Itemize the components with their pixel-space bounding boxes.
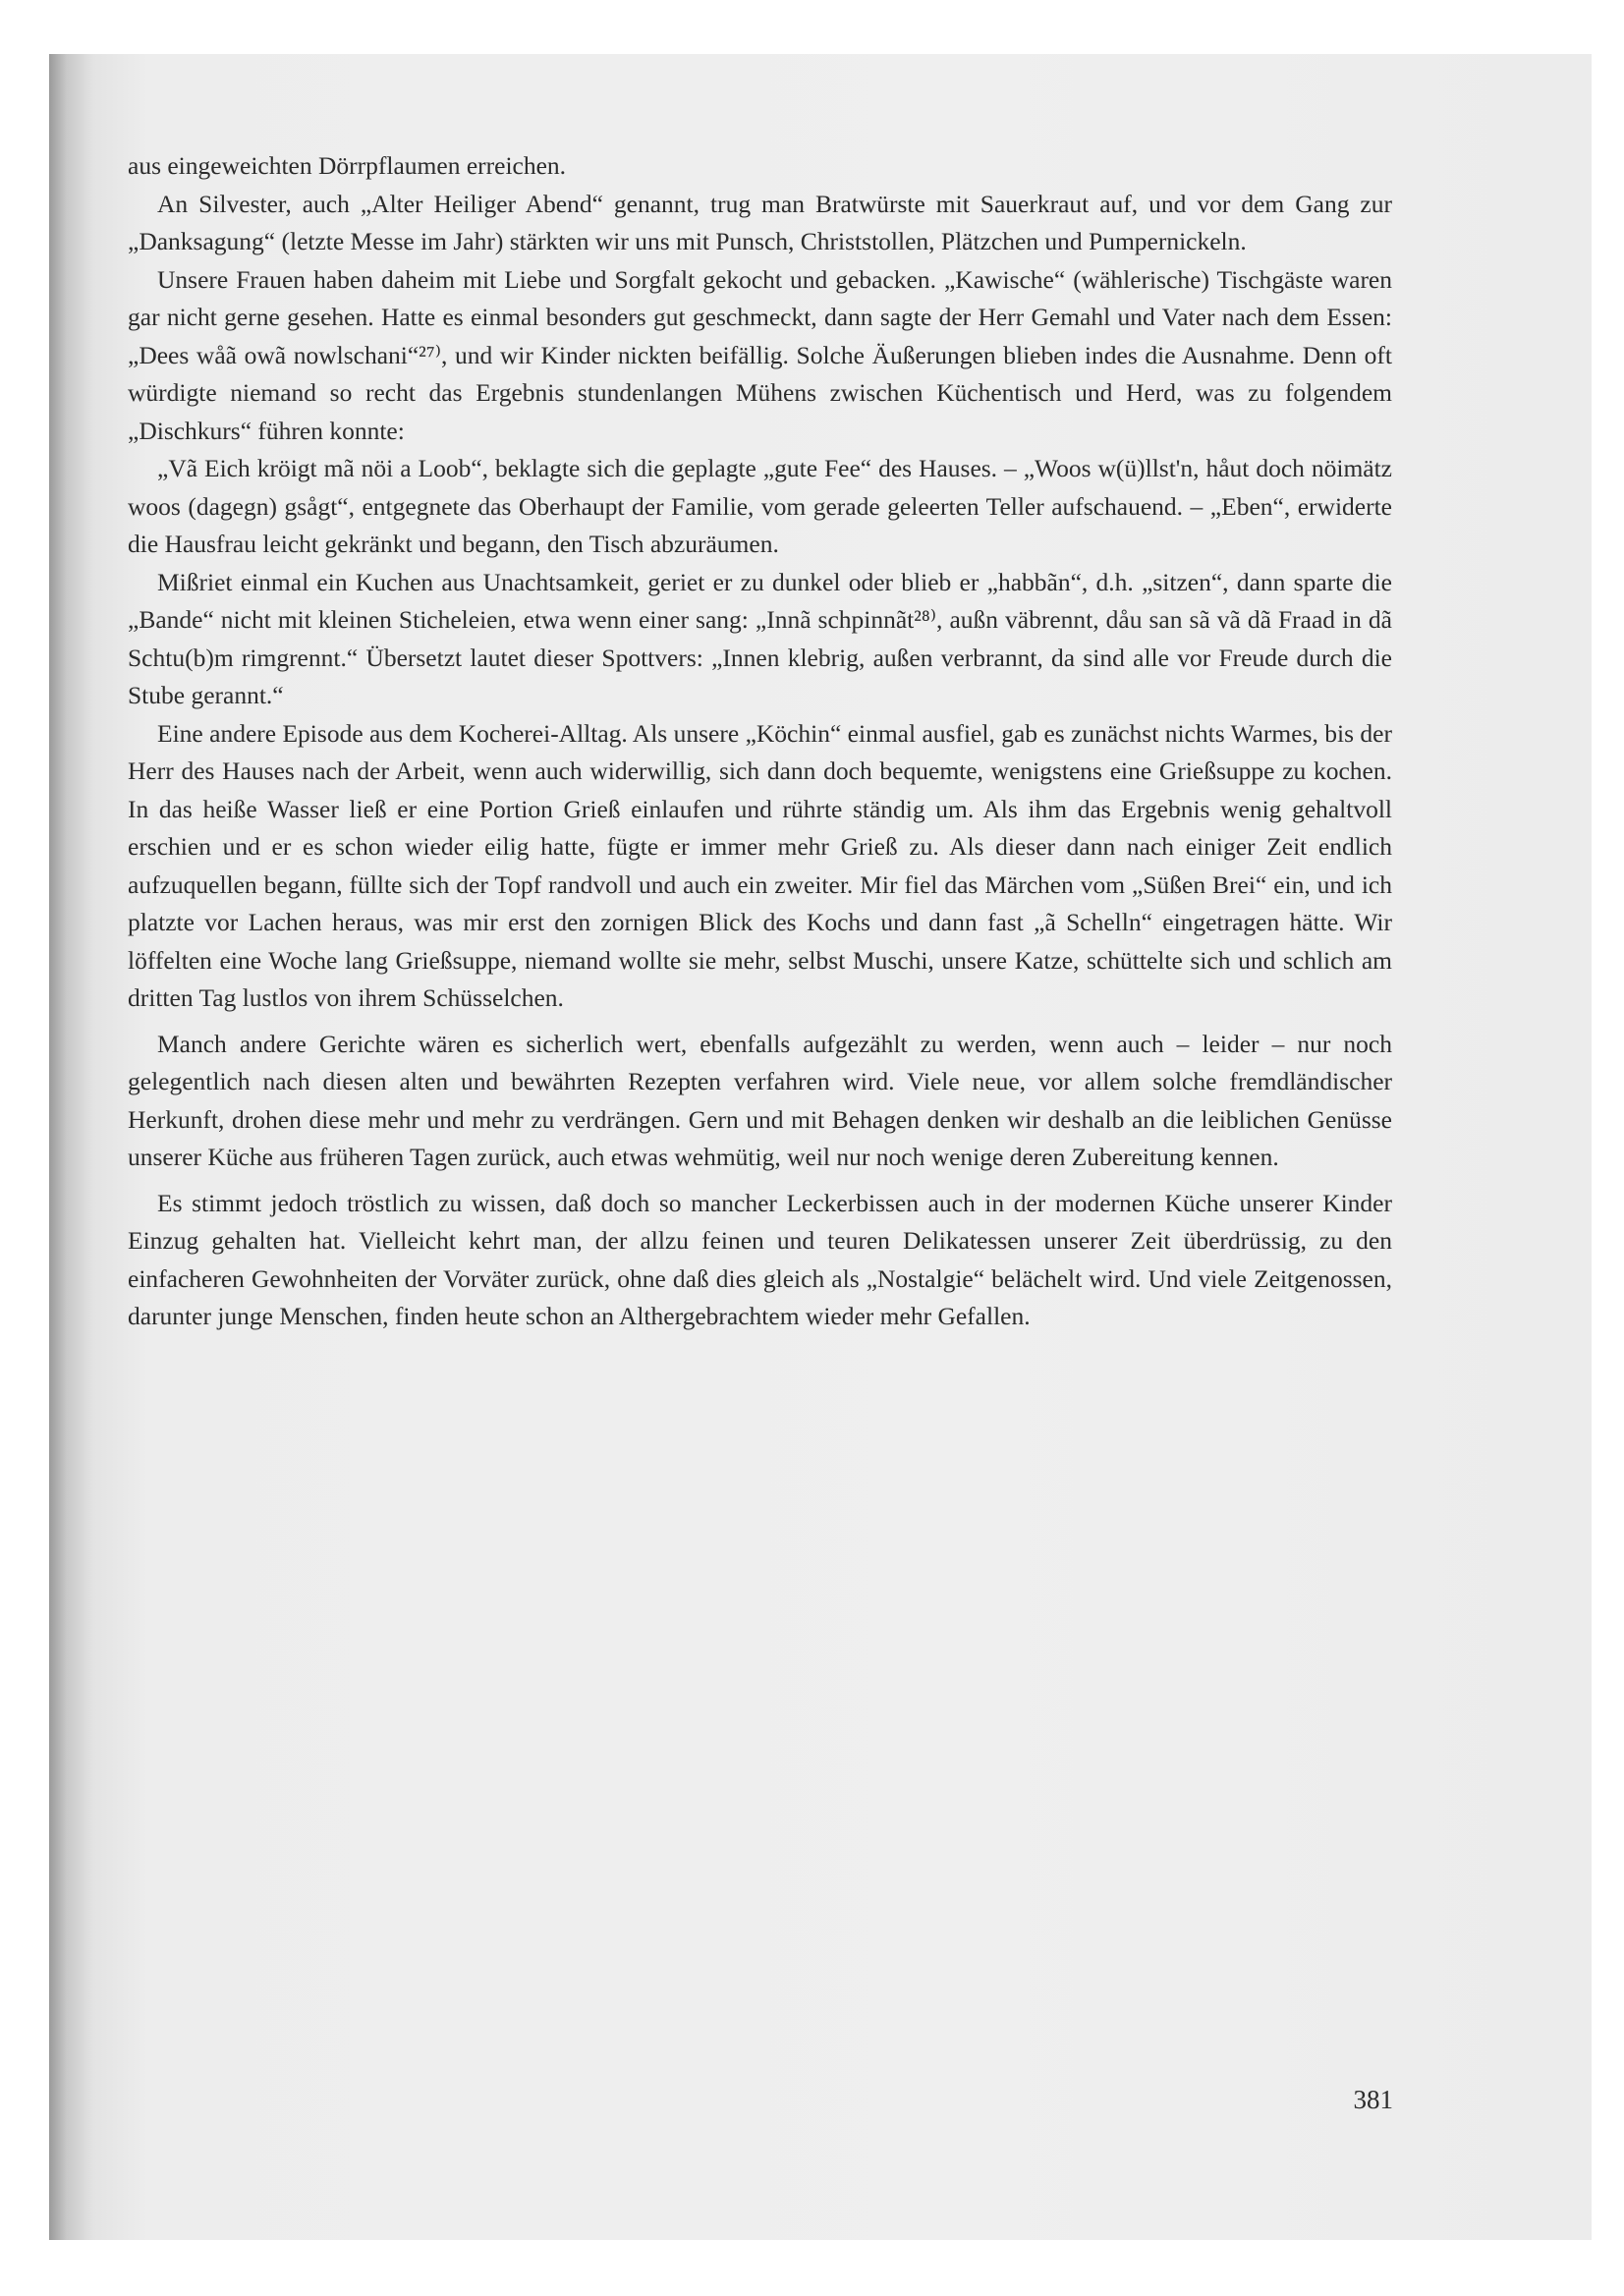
paragraph-griesssuppe: Eine andere Episode aus dem Kocherei-Alltag. Als unsere „Köchin“ einmal ausfiel, gab es zunächst nichts Warmes, bis der Herr des Hauses nach der Arbeit, wenn auch widerwillig, sich dann doch bequemte, wenigstens eine Grießsuppe zu kochen. In das heiße Wasser ließ er eine Portion Grieß einlaufen und rührte ständig um. Als ihm das Ergebnis wenig gehaltvoll erschien und er es schon wieder eilig hatte, fügte er immer mehr Grieß zu. Als dieser dann nach einiger Zeit endlich aufzuquellen begann, füllte sich der Topf randvoll und auch ein zweiter. Mir fiel das Märchen vom „Süßen Brei“ ein, und ich platzte vor Lachen heraus, was mir erst den zornigen Blick des Kochs und dann fast „ã Schelln“ eingetragen hätte. Wir löffelten eine Woche lang Grießsuppe, niemand wollte sie mehr, selbst Muschi, unsere Katze, schüttelte sich und schlich am dritten Tag lustlos von ihrem Schüsselchen. <box>128 718 1392 1012</box>
body-text <box>128 147 1392 1336</box>
paragraph-dialog: „Vã Eich kröigt mã nöi a Loob“, beklagte sich die geplagte „gute Fee“ des Hauses. – „Woos w(ü)llst'n, håut doch nöimätz woos (dagegn) gsågt“, entgegnete das Oberhaupt der Familie, vom gerade geleerten Teller aufschauend. – „Eben“, erwiderte die Hausfrau leicht gekränkt und begann, den Tisch abzuräumen. <box>128 454 1392 558</box>
paragraph-silvester: An Silvester, auch „Alter Heiliger Abend“ genannt, trug man Bratwürste mit Sauerkraut auf, und vor dem Gang zur „Danksagung“ (letzte Messe im Jahr) stärkten wir uns mit Punsch, Christstollen, Plätzchen und Pumpernickeln. <box>128 189 1392 255</box>
page-number: 381 <box>1353 2085 1393 2114</box>
paragraph-kuchen: Mißriet einmal ein Kuchen aus Unachtsamkeit, geriet er zu dunkel oder blieb er „habbãn“, d.h. „sitzen“, dann sparte die „Bande“ nicht mit kleinen Sticheleien, etwa wenn einer sang: „Innã schpinnãt²⁸⁾, außn väbrennt, dåu san sã vã dã Fraad in dã Schtu(b)m rimgrennt.“ Übersetzt lautet dieser Spottvers: „Innen klebrig, außen verbrannt, da sind alle vor Freude durch die Stube gerannt.“ <box>128 567 1392 709</box>
paragraph-schluss: Es stimmt jedoch tröstlich zu wissen, daß doch so mancher Leckerbissen auch in der modernen Küche unserer Kinder Einzug gehalten hat. Vielleicht kehrt man, der allzu feinen und teuren Delikatessen unserer Zeit überdrüssig, zu den einfacheren Gewohnheiten der Vorväter zurück, ohne daß dies gleich als „Nostalgie“ belächelt wird. Und viele Zeitgenossen, darunter junge Menschen, finden heute schon an Althergebrachtem wieder mehr Gefallen. <box>128 1188 1392 1330</box>
paragraph-frauen: Unsere Frauen haben daheim mit Liebe und Sorgfalt gekocht und gebacken. „Kawische“ (wählerische) Tischgäste waren gar nicht gerne gesehen. Hatte es einmal besonders gut geschmeckt, dann sagte der Herr Gemahl und Vater nach dem Essen: „Dees wåã owã nowlschani“²⁷⁾, und wir Kinder nickten beifällig. Solche Äußerungen blieben indes die Ausnahme. Denn oft würdigte niemand so recht das Ergebnis stundenlangen Mühens zwischen Küchentisch und Herd, was zu folgendem „Dischkurs“ führen konnte: <box>128 264 1392 445</box>
paragraph-continuation: aus eingeweichten Dörrpflaumen erreichen. <box>128 151 567 180</box>
paragraph-gerichte: Manch andere Gerichte wären es sicherlich wert, ebenfalls aufgezählt zu werden, wenn auch – leider – nur noch gelegentlich nach diesen alten und bewährten Rezepten verfahren wird. Viele neue, vor allem solche fremdländischer Herkunft, drohen diese mehr und mehr zu verdrängen. Gern und mit Behagen denken wir deshalb an die leiblichen Genüsse unserer Küche aus früheren Tagen zurück, auch etwas wehmütig, weil nur noch wenige deren Zubereitung kennen. <box>128 1029 1392 1171</box>
